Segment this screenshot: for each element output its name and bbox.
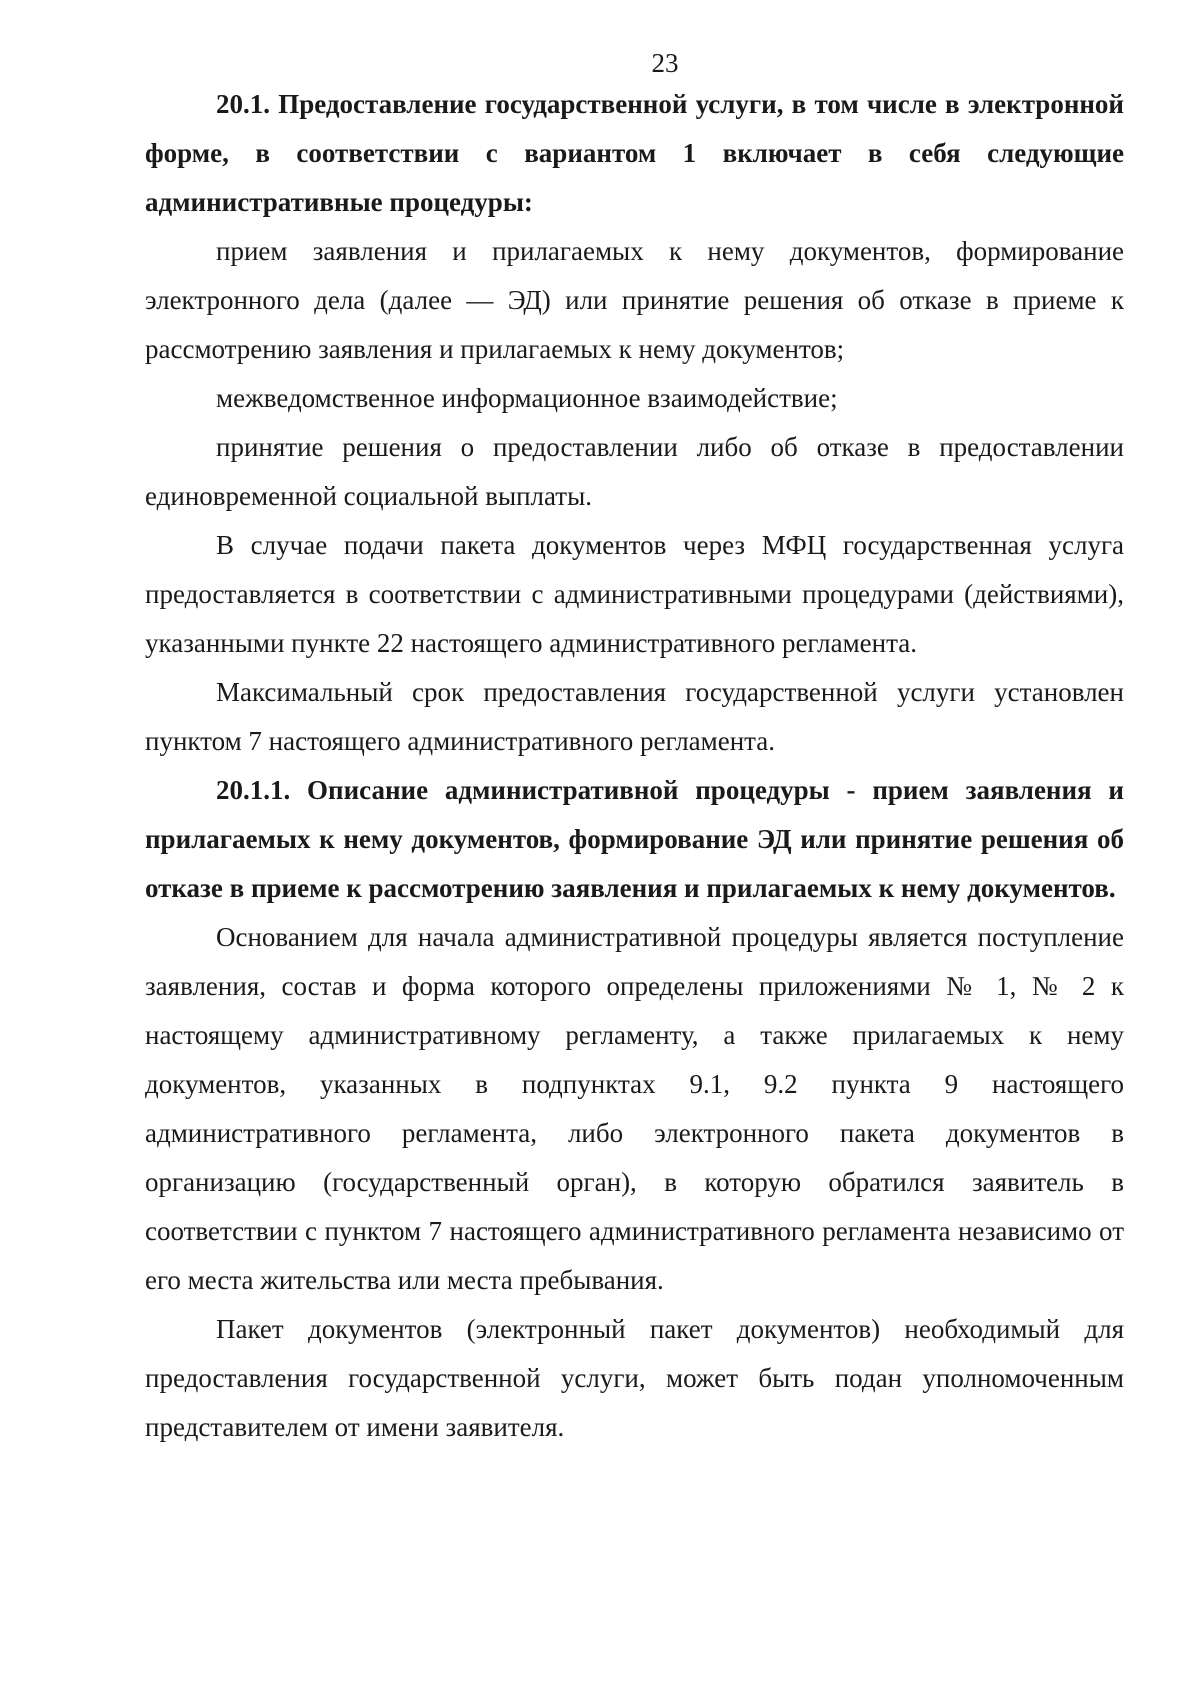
section-heading-20-1: 20.1. Предоставление государственной услуги, в том числе в электронной форме, в соответствии с вариантом 1 включает в себя следующие административные процедуры: bbox=[145, 89, 1124, 217]
paragraph-mfc: В случае подачи пакета документов через МФЦ государственная услуга предоставляется в соответствии с административными процедурами (действиями), указанными пункте 22 настоящего административного регламента. bbox=[145, 530, 1124, 658]
document-body bbox=[145, 80, 1124, 1452]
section-heading-20-1-1: 20.1.1. Описание административной процедуры - прием заявления и прилагаемых к нему документов, формирование ЭД или принятие решения об отказе в приеме к рассмотрению заявления и прилагаемых к нему документов. bbox=[145, 775, 1124, 903]
paragraph-representative: Пакет документов (электронный пакет документов) необходимый для предоставления государственной услуги, может быть подан уполномоченным представителем от имени заявителя. bbox=[145, 1314, 1124, 1442]
page-number: 23 bbox=[651, 48, 679, 78]
procedure-item-decision: принятие решения о предоставлении либо об отказе в предоставлении единовременной социальной выплаты. bbox=[145, 432, 1124, 511]
paragraph-grounds: Основанием для начала административной процедуры является поступление заявления, состав и форма которого определены приложениями № 1, № 2 к настоящему административному регламенту, а также прилагаемых к нему документов, указанных в подпунктах 9.1, 9.2 пункта 9 настоящего административного регламента, либо электронного пакета документов в организацию (государственный орган), в которую обратился заявитель в соответствии с пунктом 7 настоящего административного регламента независимо от его места жительства или места пребывания. bbox=[145, 922, 1124, 1295]
procedure-item-interagency: межведомственное информационное взаимодействие; bbox=[216, 383, 838, 413]
procedure-item-reception: прием заявления и прилагаемых к нему документов, формирование электронного дела (далее — ЭД) или принятие решения об отказе в приеме к рассмотрению заявления и прилагаемых к нему документов; bbox=[145, 236, 1124, 364]
paragraph-max-term: Максимальный срок предоставления государственной услуги установлен пунктом 7 настоящего административного регламента. bbox=[145, 677, 1124, 756]
